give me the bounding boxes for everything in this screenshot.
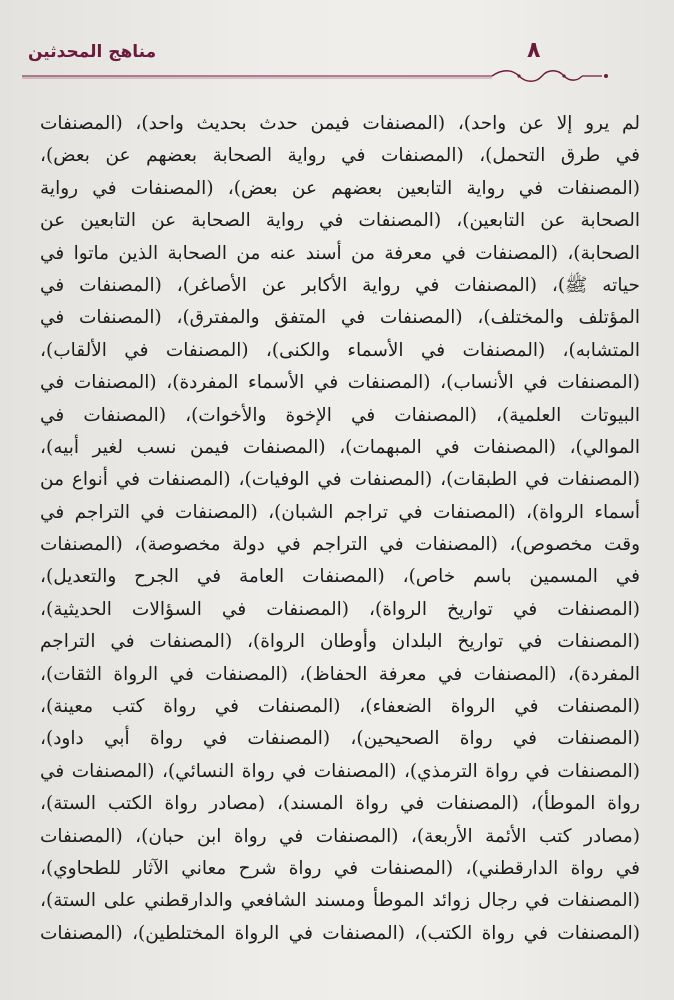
page-header xyxy=(22,38,646,78)
text-line: في رواة الدارقطني)، (المصنفات في رواة شرح معاني الآثار للطحاوي)، xyxy=(40,857,640,879)
running-head: مناهج المحدثين xyxy=(28,42,157,62)
scroll-ornament-icon xyxy=(22,69,646,83)
text-line: الصحابة)، (المصنفات في معرفة من أسند عنه من الصحابة الذين ماتوا في xyxy=(40,242,640,264)
text-line: رواة الموطأ)، (المصنفات في رواة المسند)، (مصادر رواة الكتب الستة)، xyxy=(40,793,640,815)
text-line: (مصادر كتب الأئمة الأربعة)، (المصنفات في رواة ابن حبان)، (المصنفات xyxy=(40,825,640,847)
text-line: المفردة)، (المصنفات في معرفة الحفاظ)، (المصنفات في الرواة الثقات)، xyxy=(40,663,640,685)
text-line: (المصنفات في رواية التابعين بعضهم عن بعض)، (المصنفات في رواية xyxy=(40,177,640,199)
text-line: (المصنفات في تواريخ الرواة)، (المصنفات في السؤالات الحديثية)، xyxy=(40,598,640,620)
body-text xyxy=(40,108,640,950)
text-line: المتشابه)، (المصنفات في الأسماء والكنى)، (المصنفات في الألقاب)، xyxy=(40,339,640,361)
text-line: في المسمين باسم خاص)، (المصنفات العامة في الجرح والتعديل)، xyxy=(40,566,640,588)
text-line: البيوتات العلمية)، (المصنفات في الإخوة والأخوات)، (المصنفات في xyxy=(40,404,640,426)
text-line: (المصنفات في تواريخ البلدان وأوطان الرواة)، (المصنفات في التراجم xyxy=(40,631,640,653)
text-line: الصحابة عن التابعين)، (المصنفات في رواية الصحابة عن التابعين عن xyxy=(40,210,640,232)
page-number: ٨ xyxy=(527,38,541,63)
text-line: (المصنفات في رواة الصحيحين)، (المصنفات في رواة أبي داود)، xyxy=(40,728,640,750)
text-line: في طرق التحمل)، (المصنفات في رواية الصحابة بعضهم عن بعض)، xyxy=(40,145,640,167)
text-line: لم يرو إلا عن واحد)، (المصنفات فيمن حدث بحديث واحد)، (المصنفات xyxy=(40,113,640,134)
text-line: (المصنفات في رواة الترمذي)، (المصنفات في رواة النسائي)، (المصنفات في xyxy=(40,760,640,782)
text-line: (المصنفات في رواة الكتب)، (المصنفات في الرواة المختلطين)، (المصنفات xyxy=(40,922,640,944)
text-line: الموالي)، (المصنفات في المبهمات)، (المصنفات فيمن نسب لغير أبيه)، xyxy=(40,436,640,458)
text-line: حياته ﷺ)، (المصنفات في رواية الأكابر عن الأصاغر)، (المصنفات في xyxy=(40,274,640,296)
text-line: (المصنفات في الرواة الضعفاء)، (المصنفات في رواة كتب معينة)، xyxy=(40,696,640,718)
text-line: أسماء الرواة)، (المصنفات في تراجم الشبان)، (المصنفات في التراجم في xyxy=(40,501,640,523)
text-line: (المصنفات في الطبقات)، (المصنفات في الوفيات)، (المصنفات في أنواع من xyxy=(40,469,640,491)
text-line: (المصنفات في رجال زوائد الموطأ ومسند الشافعي والدارقطني على الستة)، xyxy=(40,890,640,912)
text-line: وقت مخصوص)، (المصنفات في التراجم في دولة مخصوصة)، (المصنفات xyxy=(40,534,640,556)
text-line: (المصنفات في الأنساب)، (المصنفات في الأسماء المفردة)، (المصنفات في xyxy=(40,372,640,394)
text-line: المؤتلف والمختلف)، (المصنفات في المتفق والمفترق)، (المصنفات في xyxy=(40,307,640,329)
